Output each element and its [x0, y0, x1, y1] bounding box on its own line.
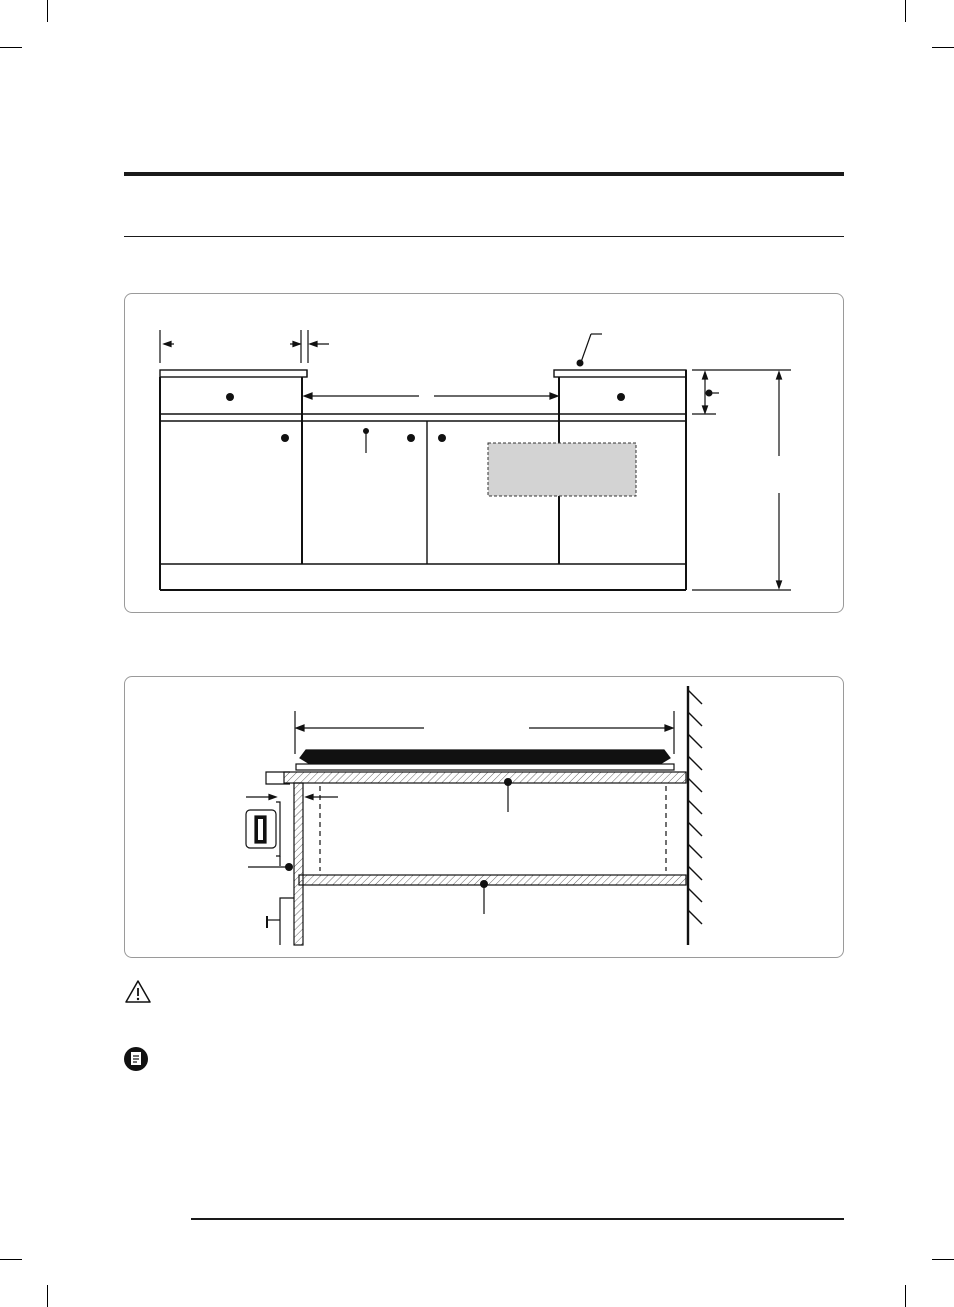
warning-triangle-icon: [124, 979, 152, 1004]
cutout-shaded-area: [488, 443, 636, 496]
crop-mark-top-left-v: [47, 0, 48, 22]
crop-mark-bottom-right-h: [932, 1259, 954, 1260]
footer-rule: [191, 1218, 844, 1220]
crop-mark-bottom-left-v: [47, 1285, 48, 1307]
note-icon: [123, 1046, 149, 1072]
header-thin-rule: [124, 236, 844, 237]
crop-mark-bottom-right-v: [905, 1285, 906, 1307]
crop-mark-top-right-h: [932, 47, 954, 48]
crop-mark-bottom-left-h: [0, 1259, 22, 1260]
header-thick-rule: [124, 172, 844, 176]
cabinet-side-view-diagram: [124, 676, 844, 958]
crop-mark-top-right-v: [905, 0, 906, 22]
cabinet-front-view-diagram: [124, 293, 844, 613]
crop-mark-top-left-h: [0, 47, 22, 48]
